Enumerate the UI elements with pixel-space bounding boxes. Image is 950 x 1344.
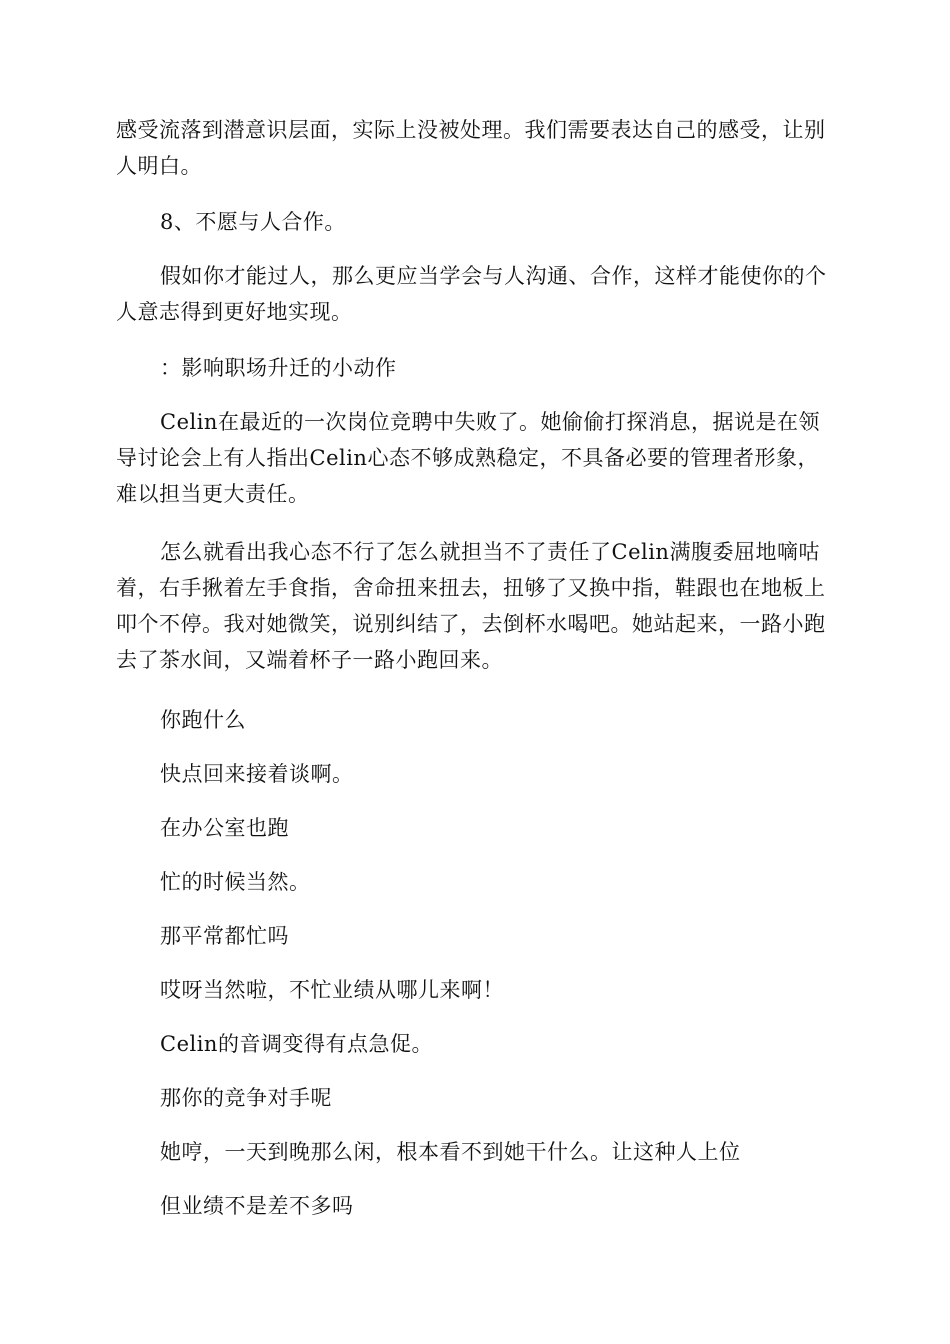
dialogue-line: 她哼，一天到晚那么闲，根本看不到她干什么。让这种人上位 [160, 1140, 741, 1164]
paragraph-item-8: 8、不愿与人合作。 [160, 210, 346, 234]
dialogue-line: 快点回来接着谈啊。 [160, 762, 354, 786]
dialogue-line: 哎呀当然啦，不忙业绩从哪儿来啊！ [160, 978, 504, 1002]
paragraph-celin-complaint: 怎么就看出我心态不行了怎么就担当不了责任了Celin满腹委屈地嘀咕着，右手揪着左手食指，舍命扭来扭去，扭够了又换中指，鞋跟也在地板上叩个不停。我对她微笑，说别纠结了，去倒杯水喝吧。她站起来，一路小跑去了茶水间，又端着杯子一路小跑回来。 [116, 540, 826, 672]
paragraph-cooperation: 假如你才能过人，那么更应当学会与人沟通、合作，这样才能使你的个人意志得到更好地实现。 [116, 264, 827, 324]
dialogue-line: 你跑什么 [160, 708, 246, 732]
dialogue-line: 在办公室也跑 [160, 816, 289, 840]
dialogue-line: 但业绩不是差不多吗 [160, 1194, 354, 1218]
section-heading: ：影响职场升迁的小动作 [160, 356, 397, 380]
paragraph-celin-failed: Celin在最近的一次岗位竞聘中失败了。她偷偷打探消息，据说是在领导讨论会上有人指出Celin心态不够成熟稳定，不具备必要的管理者形象，难以担当更大责任。 [116, 410, 820, 506]
dialogue-line: 那你的竞争对手呢 [160, 1086, 332, 1110]
paragraph-continued-feelings: 感受流落到潜意识层面，实际上没被处理。我们需要表达自己的感受，让别人明白。 [116, 118, 826, 178]
dialogue-line: 那平常都忙吗 [160, 924, 289, 948]
dialogue-line: 忙的时候当然。 [160, 870, 311, 894]
dialogue-line: Celin的音调变得有点急促。 [160, 1032, 433, 1056]
